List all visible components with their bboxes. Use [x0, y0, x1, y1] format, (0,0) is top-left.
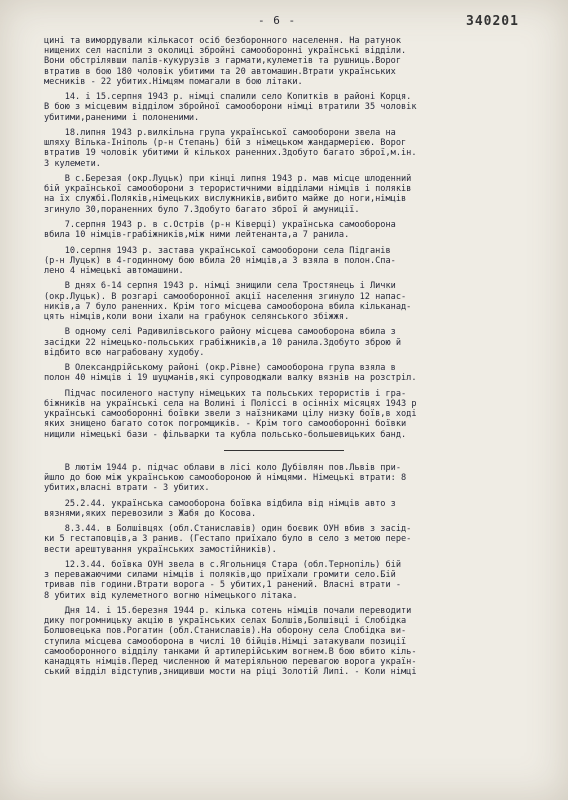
archive-stamp-number: 340201 [466, 14, 519, 29]
paragraph: 8.3.44. в Болшівцях (обл.Станиславів) один боєвик ОУН вбив з засід- ки 5 гестаповців,а 3 ранив. (Гестапо приїхало було в село з метою пере- вести арештування українських замостійників). [44, 524, 412, 555]
paragraph: 10.серпня 1943 р. застава української самооборони села Підганів (р-н Луцьк) в 4-годинному бою вбила 20 німців,а 3 взяла в полон.Спа- лено 4 німецькі автомашини. [44, 245, 396, 276]
paragraph: цині та вимордували кількасот осіб безборонного населення. На ратунок нищених сел наспіли з околиці збройні самооборонні українські відділи. Вони обстрілявши палів-кукурузів з гармати,кулеметів та рушниць.Ворог втратив в бою 180 чоловік убитими та 20 автомашин.Втрати українських месників - 22 убитих.Німцям помагали в бою літаки. [44, 36, 407, 87]
paragraph: В лютім 1944 р. підчас облави в лісі коло Дубівлян пов.Львів при- йшло до бою між українською самообороною й німцями. Німецькі втрати: 8 убитих,власні втрати - 3 убитих. [44, 462, 407, 494]
paragraph: 12.3.44. боївка ОУН звела в с.Ягольниця Стара (обл.Тернопіль) бій з переважаючими силами німців і поляків,що приїхали громити село.Бій тривав пів години.Втрати ворога - 5 убитих,1 ранений. Власні втрати - 8 убитих від кулеметного вогню німецького літака. [44, 559, 402, 601]
section-divider [224, 450, 344, 451]
paragraph: Підчас посиленого наступу німецьких та польських терористів і гра- біжників на українські села на Волині і Поліссі в осінніх місяцях 1943 р українські самооборонні боївки звели з наїзниками цілу низку боїв,в ході яких знищено багато соток погромщиків. - Крім того самооборонні боївки нищили німецькі бази - фільварки та кубла польсько-большевицьких банд. [44, 388, 417, 440]
paragraph: В одному селі Радивилівського району місцева самооборона вбила з засідки 22 німецько-польських грабіжників,а 10 ранила.Здобуто зброю й відбито всю награбовану худобу. [44, 327, 401, 358]
paragraph: В днях 6-14 серпня 1943 р. німці знищили села Тростянець і Лички (окр.Луцьк). В розгарі самооборонної акції населення згинуло 12 напас- ників,а 7 було раненних. Крім того місцева самооборона вбила кільканад- цять німців,коли вони іхали на грабунок селянського збіжжя. [44, 281, 412, 322]
paragraph: 18.липня 1943 р.вилкільна група української самооборони звела на шляху Вілька-Ініполь (р-н Степань) бій з німецьком жандармерією. Ворог втратив 19 чоловік убитими й кількох раненних.Здобуто багато зброї,м.ін. 3 кулемети. [44, 128, 417, 169]
paragraph: Дня 14. і 15.березня 1944 р. кілька сотень німців почали переводити дику погромницьку акцію в українських селах Болшів,Болшівці і Слобідка Болшовецька пов.Рогатин (обл.Станиславів).На оборону села Слобідка ви- ступила місцева самооборона в числі 10 бійців.Німці затакували позиції самооборонного відділу танками й артилерійським вогнем.В бою вбито кіль- канадцять німців.Перед численною й матеріяльною перевагою ворога україн- ський відділ відступив,знищивши мости на ріці Золотій Липі. - Коли німці [44, 605, 417, 678]
paragraph: 14. і 15.серпня 1943 р. німці спалили село Копитків в районі Корця. В бою з місцевим відділом збройної самооборони німці втратили 35 чоловік убитими,раненими і полоненими. [44, 92, 417, 123]
page-number: - 6 - [258, 14, 297, 27]
paragraph: В с.Березая (окр.Луцьк) при кінці липня 1943 р. мав місце шлоденний бій української самооборони з терористичними відділами німців і поляків на їх службі.Поляків,німецьких вислужників,вибито майже до ноги,німців згинуло 30,пораненних було 7.Здобуто багато зброї й амуниції. [44, 174, 412, 215]
page-header [0, 14, 568, 34]
paragraph: 7.серпня 1943 р. в с.Острів (р-н Ківерці) українська самооборона вбила 10 німців-грабіжників,між ними лейтенанта,а 7 ранила. [44, 220, 396, 241]
paragraph: В Олександрійському районі (окр.Рівне) самооборона група взяла в полон 40 німців і 19 шуцманів,які супроводжали валку вязнів на розстріл. [44, 363, 417, 384]
document-body [44, 36, 544, 683]
paragraph: 25.2.44. українська самооборона боївка відбила від німців авто з вязнями,яких перевозили з Жабя до Косова. [44, 498, 396, 519]
